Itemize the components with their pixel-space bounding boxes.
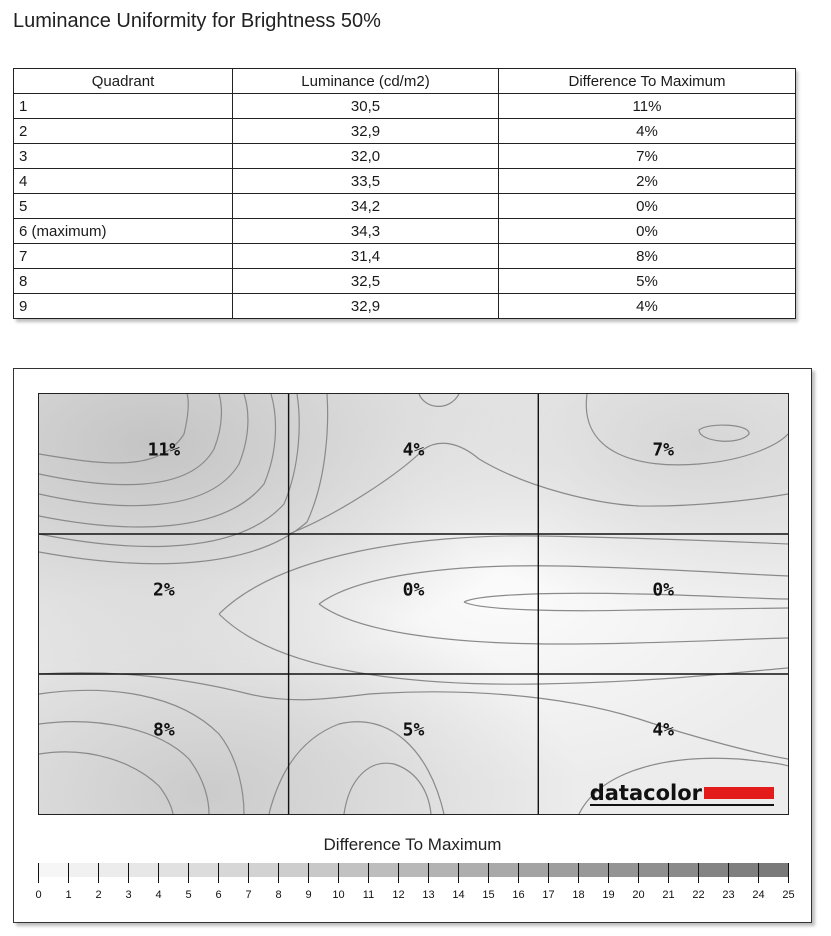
scale-tick-label: 2: [95, 889, 102, 901]
scale-swatch: [278, 863, 308, 877]
cell-luminance: 32,5: [233, 269, 499, 294]
cell-luminance: 33,5: [233, 169, 499, 194]
cell-label-quadrant-8: 5%: [402, 719, 425, 741]
uniformity-heatmap: [38, 393, 789, 815]
scale-tick-label: 23: [722, 889, 735, 901]
table-row: [14, 219, 796, 244]
scale-tick-label: 5: [185, 889, 192, 901]
scale-tick-label: 8: [275, 889, 282, 901]
scale-tick-label: 25: [782, 889, 795, 901]
scale-swatch: [38, 863, 68, 877]
cell-quadrant: 2: [14, 119, 233, 144]
scale-swatch: [668, 863, 698, 877]
cell-label-quadrant-2: 4%: [402, 439, 425, 461]
table-row: [14, 144, 796, 169]
scale-tick-label: 7: [245, 889, 252, 901]
scale-tick-label: 15: [482, 889, 495, 901]
cell-quadrant: 1: [14, 94, 233, 119]
table-row: [14, 169, 796, 194]
cell-quadrant: 5: [14, 194, 233, 219]
table-row: [14, 94, 796, 119]
scale-swatch: [248, 863, 278, 877]
scale-tick-label: 6: [215, 889, 222, 901]
uniformity-chart-panel: [13, 368, 812, 923]
cell-luminance: 32,9: [233, 119, 499, 144]
scale-swatch: [758, 863, 788, 877]
page-title: Luminance Uniformity for Brightness 50%: [13, 10, 381, 32]
scale-tick-label: 24: [752, 889, 765, 901]
cell-label-quadrant-7: 8%: [152, 719, 175, 741]
cell-difference: 4%: [499, 119, 796, 144]
scale-tick-label: 22: [692, 889, 705, 901]
cell-quadrant: 9: [14, 294, 233, 319]
table-row: [14, 194, 796, 219]
scale-swatch: [398, 863, 428, 877]
cell-quadrant: 6 (maximum): [14, 219, 233, 244]
scale-tick-label: 20: [632, 889, 645, 901]
color-scale-svg: [38, 859, 798, 889]
cell-difference: 5%: [499, 269, 796, 294]
cell-label-quadrant-6: 0%: [652, 579, 674, 601]
scale-tick-label: 16: [512, 889, 525, 901]
scale-swatch: [548, 863, 578, 877]
table-header-row: [14, 69, 796, 94]
cell-difference: 0%: [499, 219, 796, 244]
table-row: [14, 244, 796, 269]
scale-tick-label: 1: [65, 889, 72, 901]
scale-swatch: [578, 863, 608, 877]
scale-swatch: [218, 863, 248, 877]
scale-swatch: [428, 863, 458, 877]
scale-tick-label: 10: [332, 889, 345, 901]
cell-difference: 4%: [499, 294, 796, 319]
cell-label-quadrant-5: 0%: [402, 579, 425, 601]
cell-luminance: 32,0: [233, 144, 499, 169]
cell-quadrant: 4: [14, 169, 233, 194]
legend-title: Difference To Maximum: [323, 835, 502, 854]
scale-swatch: [98, 863, 128, 877]
cell-quadrant: 3: [14, 144, 233, 169]
table-row: [14, 294, 796, 319]
scale-tick-label: 11: [362, 889, 375, 901]
cell-quadrant: 7: [14, 244, 233, 269]
scale-swatch: [158, 863, 188, 877]
logo-text: datacolor: [589, 781, 702, 805]
cell-difference: 7%: [499, 144, 796, 169]
scale-swatch: [338, 863, 368, 877]
cell-luminance: 34,2: [233, 194, 499, 219]
column-header-luminance: Luminance (cd/m2): [233, 69, 499, 94]
scale-swatch: [308, 863, 338, 877]
logo-accent-bar: [704, 787, 774, 799]
scale-swatch: [518, 863, 548, 877]
cell-difference: 0%: [499, 194, 796, 219]
cell-luminance: 30,5: [233, 94, 499, 119]
scale-swatch: [698, 863, 728, 877]
cell-difference: 2%: [499, 169, 796, 194]
scale-swatch: [68, 863, 98, 877]
scale-swatch: [488, 863, 518, 877]
column-header-quadrant: Quadrant: [14, 69, 233, 94]
cell-luminance: 34,3: [233, 219, 499, 244]
scale-swatch: [128, 863, 158, 877]
cell-luminance: 31,4: [233, 244, 499, 269]
scale-tick-label: 21: [662, 889, 675, 901]
cell-quadrant: 8: [14, 269, 233, 294]
scale-tick-label: 9: [305, 889, 312, 901]
table-row: [14, 269, 796, 294]
scale-tick-label: 14: [452, 889, 465, 901]
cell-label-quadrant-4: 2%: [152, 579, 175, 601]
column-header-difference: Difference To Maximum: [499, 69, 796, 94]
datacolor-logo: [590, 782, 774, 806]
cell-difference: 11%: [499, 94, 796, 119]
scale-swatch: [188, 863, 218, 877]
luminance-table-container: [13, 68, 795, 319]
cell-difference: 8%: [499, 244, 796, 269]
scale-tick-label: 3: [125, 889, 132, 901]
cell-label-quadrant-3: 7%: [652, 439, 674, 461]
scale-tick-label: 12: [392, 889, 405, 901]
color-scale: [35, 859, 798, 909]
scale-tick-label: 19: [602, 889, 615, 901]
cell-label-quadrant-1: 11%: [147, 439, 181, 461]
scale-tick-label: 4: [155, 889, 162, 901]
scale-swatch: [608, 863, 638, 877]
scale-swatch: [638, 863, 668, 877]
cell-label-quadrant-9: 4%: [652, 719, 674, 741]
scale-tick-label: 17: [542, 889, 555, 901]
scale-tick-label: 0: [35, 889, 42, 901]
table-row: [14, 119, 796, 144]
cell-luminance: 32,9: [233, 294, 499, 319]
scale-swatch: [728, 863, 758, 877]
luminance-table: [13, 68, 796, 319]
scale-tick-label: 13: [422, 889, 435, 901]
scale-swatch: [368, 863, 398, 877]
scale-swatch: [458, 863, 488, 877]
scale-tick-label: 18: [572, 889, 585, 901]
